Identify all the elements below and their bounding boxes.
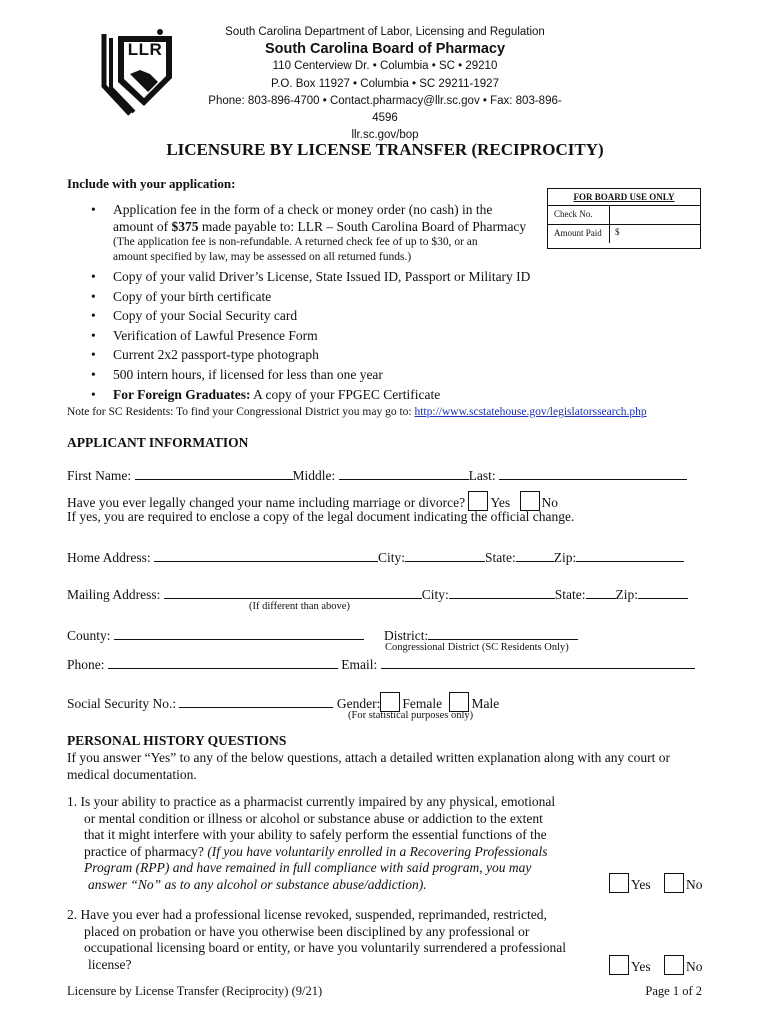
check-no-field <box>610 206 700 224</box>
gender-female-checkbox[interactable] <box>380 692 400 712</box>
list-item: • Copy of your Social Security card <box>67 306 567 326</box>
q2-yes-checkbox[interactable] <box>609 955 629 975</box>
logo-text: LLR <box>127 40 163 59</box>
district-note: Note for SC Residents: To find your Congressional District you may go to: http://www.scstatehouse.gov/legislatorssearch.php <box>67 406 647 418</box>
county-row: County: <box>67 626 364 644</box>
board-use-heading: FOR BOARD USE ONLY <box>548 189 700 206</box>
mailing-city-field[interactable] <box>449 585 555 599</box>
name-change-row: Have you ever legally changed your name including marriage or divorce? Yes No <box>67 491 558 511</box>
list-item: • 500 intern hours, if licensed for less than one year <box>67 365 567 385</box>
mailing-address-row: Mailing Address: City: State: Zip: <box>67 585 688 603</box>
mailing-note: (If different than above) <box>249 601 350 612</box>
question-2-answers: Yes No <box>609 955 703 975</box>
list-item: • Copy of your birth certificate <box>67 287 567 307</box>
board-use-box <box>547 188 701 249</box>
applicant-heading: APPLICANT INFORMATION <box>67 435 249 450</box>
gender-note: (For statistical purposes only) <box>348 710 474 721</box>
personal-history-intro: If you answer “Yes” to any of the below questions, attach a detailed written explanation along with any court or medical documentation. <box>67 750 670 782</box>
home-state-field[interactable] <box>516 548 554 562</box>
llr-logo <box>100 26 184 121</box>
street-address: 110 Centerview Dr. • Columbia • SC • 29210 <box>272 60 498 73</box>
requirements-list <box>67 201 567 404</box>
home-address-row: Home Address: City: State: Zip: <box>67 548 684 566</box>
letterhead <box>200 24 570 144</box>
include-heading: Include with your application: <box>67 176 236 191</box>
mailing-state-field[interactable] <box>586 585 616 599</box>
list-item: • Current 2x2 passport-type photograph <box>67 345 567 365</box>
q1-no-checkbox[interactable] <box>664 873 684 893</box>
legislator-search-link[interactable]: http://www.scstatehouse.gov/legislatorssearch.php <box>414 406 647 418</box>
gender-male-checkbox[interactable] <box>449 692 469 712</box>
footer-page-number: Page 1 of 2 <box>645 984 702 998</box>
check-no-label: Check No. <box>548 206 610 224</box>
question-1-answers: Yes No <box>609 873 703 893</box>
phone-email-row: Phone: Email: <box>67 655 695 673</box>
mailing-address-field[interactable] <box>164 585 422 599</box>
email-field[interactable] <box>381 655 695 669</box>
name-change-note: If yes, you are required to enclose a copy of the legal document indicating the official change. <box>67 509 575 524</box>
personal-history-heading: PERSONAL HISTORY QUESTIONS <box>67 733 287 748</box>
name-row: First Name: Middle: Last: <box>67 466 687 484</box>
first-name-field[interactable] <box>135 466 293 480</box>
home-city-field[interactable] <box>405 548 485 562</box>
q1-yes-checkbox[interactable] <box>609 873 629 893</box>
name-change-no-checkbox[interactable] <box>520 491 540 511</box>
middle-name-field[interactable] <box>339 466 469 480</box>
footer-form-name: Licensure by License Transfer (Reciprocity) (9/21) <box>67 984 323 998</box>
po-box-address: P.O. Box 11927 • Columbia • SC 29211-1927 <box>271 77 499 90</box>
home-address-field[interactable] <box>154 548 378 562</box>
board-name: South Carolina Board of Pharmacy <box>264 41 506 58</box>
page-title: LICENSURE BY LICENSE TRANSFER (RECIPROCITY) <box>166 140 604 159</box>
county-field[interactable] <box>114 626 364 640</box>
contact-line: Phone: 803-896-4700 • Contact.pharmacy@llr.sc.gov • Fax: 803-896-4596 <box>208 94 562 125</box>
ssn-field[interactable] <box>179 694 333 708</box>
dept-name: South Carolina Department of Labor, Licensing and Regulation <box>225 26 545 38</box>
question-1: 1. Is your ability to practice as a pharmacist currently impaired by any physical, emotional or mental condition or illness or alcohol or substance abuse or addiction to the extent that it might interfere with your ability to safely perform the essential functions of the practice of pharmacy? (If you have voluntarily enrolled in a Recovering Professionals Program (RPP) and have remained in full compliance with said program, you may answer “No” as to any alcohol or substance abuse/addiction). <box>67 794 556 892</box>
ssn-gender-row: Social Security No.: Gender: Female Male <box>67 692 499 712</box>
q2-no-checkbox[interactable] <box>664 955 684 975</box>
list-item: • Copy of your valid Driver’s License, State Issued ID, Passport or Military ID <box>67 267 567 287</box>
district-field[interactable] <box>428 626 578 640</box>
name-change-yes-checkbox[interactable] <box>468 491 488 511</box>
amount-paid-field: $ <box>615 227 620 237</box>
phone-field[interactable] <box>108 655 338 669</box>
district-row: District: <box>384 626 578 644</box>
list-item: • For Foreign Graduates: A copy of your FPGEC Certificate <box>67 385 567 405</box>
mailing-zip-field[interactable] <box>638 585 688 599</box>
website: llr.sc.gov/bop <box>351 129 419 142</box>
list-item: • Verification of Lawful Presence Form <box>67 326 567 346</box>
last-name-field[interactable] <box>499 466 687 480</box>
district-note-label: Congressional District (SC Residents Only) <box>385 642 569 653</box>
home-zip-field[interactable] <box>576 548 684 562</box>
list-item: • Application fee in the form of a check or money order (no cash) in the amount of $375 made payable to: LLR – South Carolina Board of Pharmacy (The application fee is non-refundable. A returned check fee of up to $30, or an amount specified by law, may be assessed on all returned funds.) <box>67 201 567 265</box>
amount-paid-label: Amount Paid <box>548 225 610 243</box>
question-2: 2. Have you ever had a professional license revoked, suspended, reprimanded, restricted, placed on probation or have you otherwise been disciplined by any professional or occupational licensing board or entity, or have you voluntarily surrendered a professional license? <box>67 907 566 972</box>
